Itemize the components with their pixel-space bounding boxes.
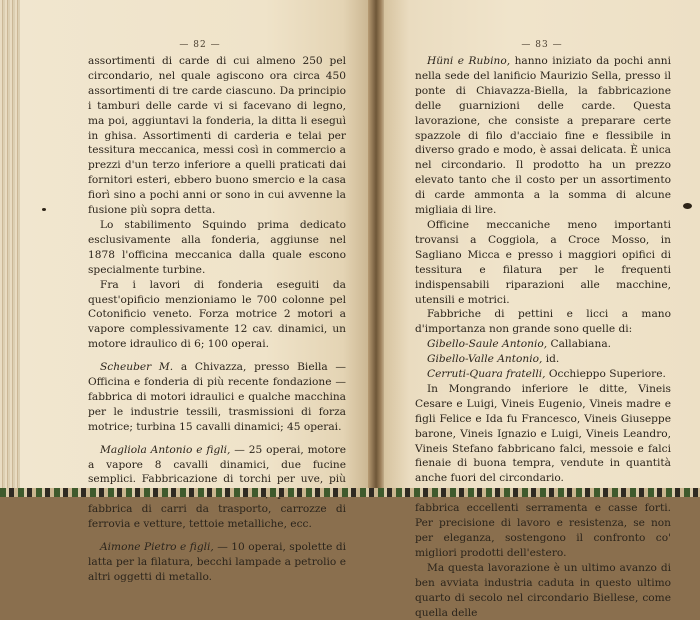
firm-name: Gibello-Saule Antonio, <box>427 338 548 351</box>
left-page <box>20 0 371 583</box>
left-page-body <box>88 54 346 585</box>
paragraph: Lo stabilimento Squindo prima dedicato esclusivamente alla fonderia, aggiunse nel 1878 l'officina meccanica dalla quale escono specialmente turbine. <box>88 218 346 276</box>
firm-name: Magliola Antonio e figli, <box>100 443 231 456</box>
list-item: Gibello-Saule Antonio, Callabiana. <box>427 338 611 351</box>
paragraph: In Mongrando inferiore le ditte, Vineis Cesare e Luigi, Vineis Eugenio, Vineis madre e figli Felice e Ida fu Francesco, Vineis Giuseppe barone, Vineis Ignazio e Luigi, Vineis Leandro, Vineis Stefano fabbricano falci, messoie e falci fienaie di buona tempra, vendute in quantità anche fuori del circondario. <box>415 382 671 485</box>
firm-name: Scheuber M. <box>100 361 174 374</box>
paragraph: fabbrica eccellenti serramenta e casse forti. Per precisione di lavoro e resistenza, se non per eleganza, sostengono il confronto co' migliori prodotti dell'estero. <box>415 502 671 559</box>
paragraph: Ma questa lavorazione è un ultimo avanzo di ben avviata industria caduta in questo ultimo quarto di secolo nel circondario Biellese, come quella delle <box>415 561 671 619</box>
ink-speck <box>683 203 692 209</box>
cover-edge-strip <box>0 488 700 497</box>
paragraph: Aimone Pietro e figli, — 10 operai, spolette di latta per la filatura, becchi lampade a petrolio e altri oggetti di metallo. <box>88 541 346 583</box>
right-page <box>384 0 700 619</box>
paragraph: Scheuber M. a Chivazza, presso Biella — Officina e fonderia di più recente fondazione — fabbrica di motori idraulici e qualche macchina per le industrie tessili, trasmissioni di forza motrice; turbina 15 cavalli dinamici; 45 operai. <box>88 361 346 433</box>
paragraph: Hüni e Rubino, hanno iniziato da pochi anni nella sede del lanificio Maurizio Sella, presso il ponte di Chiavazza-Biella, la fabbricazione delle guarnizioni delle carde. Questa lavorazione, che consiste a preparare certe spazzole di filo d'acciaio fine e flessibile in diverso grado e modo, è assai delicata. È unica nel circondario. Il prodotto ha un prezzo elevato tanto che il costo per un assortimento di carde ammonta a la somma di alcune migliaia di lire. <box>415 55 671 217</box>
paragraph: Magliola Antonio e figli, — 25 operai, motore a vapore 8 cavalli dinamici, due fucine semplici. Fabbricazione di torchi per uve, più fabbrica di carri da trasporto, carrozze di ferrovia e vetture, tettoie metalliche, ecc. <box>88 443 346 531</box>
paragraph: Officine meccaniche meno importanti trovansi a Coggiola, a Croce Mosso, in Sagliano Micca e presso i maggiori opifici di tessitura e filatura per le frequenti indispensabili riparazioni alle macchine, utensili e motrici. <box>415 218 671 306</box>
stacked-page-edges <box>0 0 22 497</box>
page-number-left: — 82 — <box>179 40 221 50</box>
paragraph: Fabbriche di pettini e licci a mano d'importanza non grande sono quelle di: <box>415 308 671 336</box>
firm-name: Gibello-Valle Antonio, <box>427 353 543 366</box>
right-page-body <box>415 54 671 620</box>
list-item: Cerruti-Quara fratelli, Occhieppo Superiore. <box>427 368 666 381</box>
paragraph: Fra i lavori di fonderia eseguiti da quest'opificio menzioniamo le 700 colonne pel Cotonificio veneto. Forza motrice 2 motori a vapore complessivamente 12 cav. dinamici, un motore idraulico di 6; 100 operai. <box>88 278 346 351</box>
firm-name: Hüni e Rubino, <box>427 55 511 67</box>
ink-speck <box>42 208 46 211</box>
firm-name: Cerruti-Quara fratelli, <box>427 368 546 381</box>
firm-name: Aimone Pietro e figli, <box>100 541 214 554</box>
list-item: Gibello-Valle Antonio, id. <box>427 353 560 366</box>
page-number-right: — 83 — <box>521 40 563 50</box>
paragraph: assortimenti di carde di cui almeno 250 pel circondario, nel quale agiscono ora circa 450 assortimenti di tre carde ciascuno. Da principio i tamburi delle carde vi si facevano di legno, ma poi, aggiuntavi la fonderia, la ditta li eseguì in ghisa. Assortimenti di carderia e telai per tessitura meccanica, messi così in commercio a prezzi d'un terzo inferiore a quelli praticati dai fornitori esteri, ebbero buono smercio e la casa fiorì sino a pochi anni or sono in cui avvenne la fusione più sopra detta. <box>88 55 346 217</box>
